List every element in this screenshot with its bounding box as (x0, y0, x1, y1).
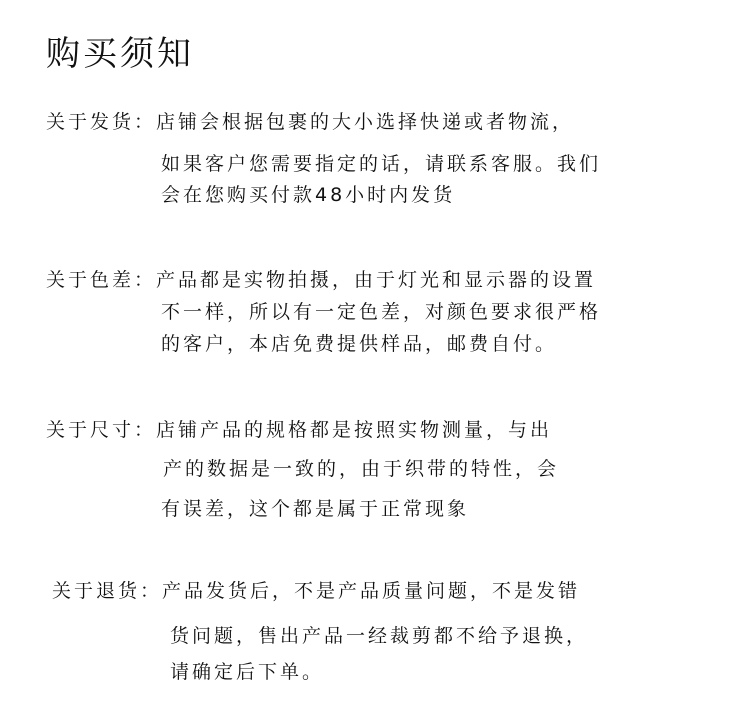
section-label: 关于退货： (52, 580, 163, 602)
section-label: 关于尺寸： (46, 419, 157, 441)
section-label: 关于发货： (46, 111, 157, 133)
section-text-line: 货问题，售出产品一经裁剪都不给予退换， (170, 625, 589, 647)
section-text-line: 会在您购买付款48小时内发货 (161, 184, 456, 206)
section-text-line: 产品发货后，不是产品质量问题，不是发错 (162, 580, 581, 602)
section-text-line: 有误差，这个都是属于正常现象 (161, 498, 470, 520)
section-text-line: 不一样，所以有一定色差，对颜色要求很严格 (161, 301, 602, 323)
page-title: 购买须知 (46, 34, 194, 74)
section-label: 关于色差： (46, 269, 157, 291)
section-text-line: 产的数据是一致的，由于织带的特性，会 (163, 458, 560, 480)
section-text-line: 店铺产品的规格都是按照实物测量，与出 (156, 419, 553, 441)
section-text-line: 请确定后下单。 (170, 661, 325, 683)
section-text-line: 如果客户您需要指定的话，请联系客服。我们 (161, 153, 602, 175)
section-text-line: 店铺会根据包裹的大小选择快递或者物流， (156, 111, 575, 133)
section-text-line: 的客户，本店免费提供样品，邮费自付。 (161, 333, 558, 355)
section-text-line: 产品都是实物拍摄，由于灯光和显示器的设置 (156, 269, 597, 291)
